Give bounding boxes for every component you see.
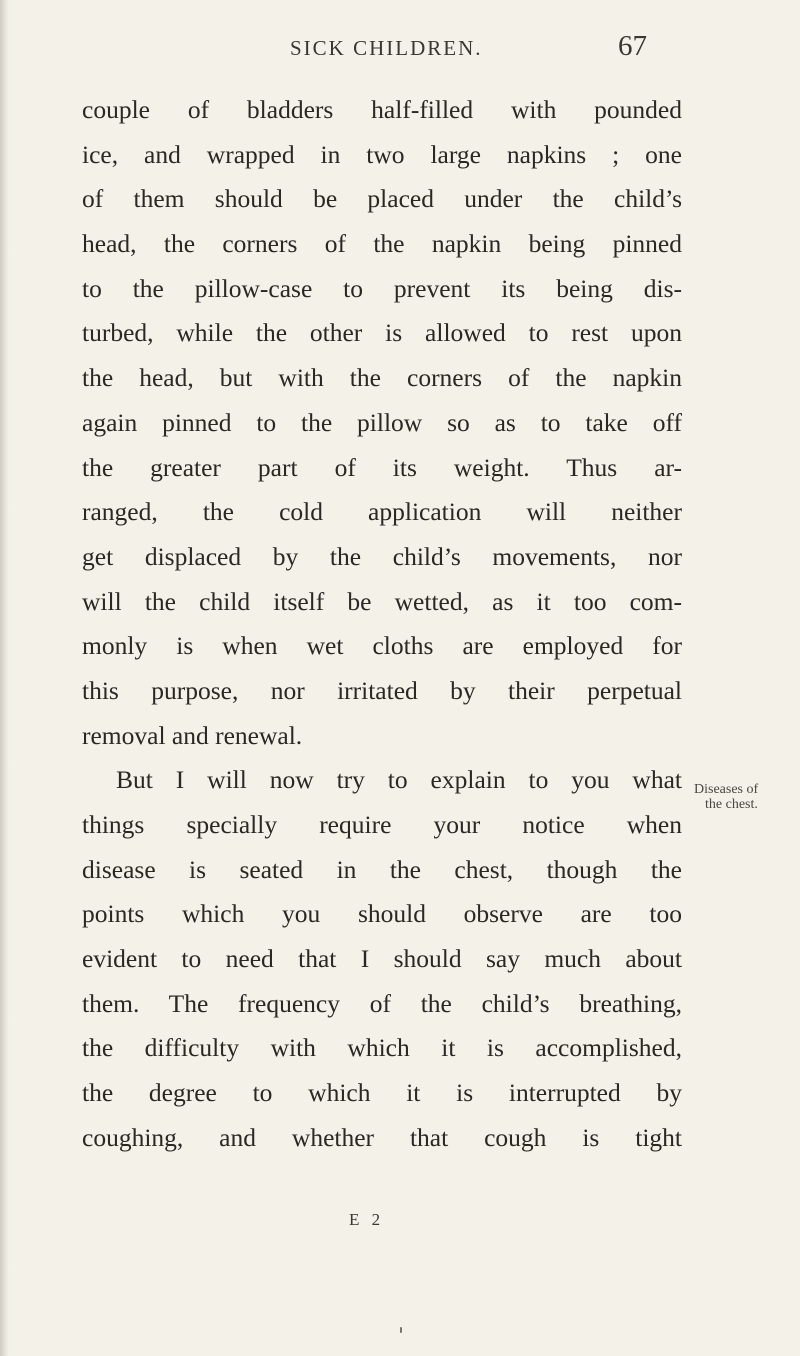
text-line: will the child itself be wetted, as it too com- xyxy=(82,586,682,616)
text-line: again pinned to the pillow so as to take off xyxy=(82,407,682,437)
text-line: evident to need that I should say much about xyxy=(82,944,682,974)
text-line: monly is when wet cloths are employed for xyxy=(82,631,682,661)
text-line: them. The frequency of the child’s breathing, xyxy=(82,988,682,1018)
text-line: ice, and wrapped in two large napkins ; one xyxy=(82,139,682,169)
text-line: removal and renewal. xyxy=(82,720,303,750)
text-line: turbed, while the other is allowed to rest upon xyxy=(82,318,682,348)
paragraph-start-line: But I will now try to explain to you what xyxy=(116,765,682,795)
text-line: things specially require your notice when xyxy=(82,810,682,839)
margin-note xyxy=(694,782,794,812)
text-line: the greater part of its weight. Thus ar- xyxy=(82,452,682,482)
text-line: points which you should observe are too xyxy=(82,899,682,929)
text-line: the head, but with the corners of the napkin xyxy=(82,363,682,393)
text-line: to the pillow-case to prevent its being dis- xyxy=(82,273,682,303)
text-line: disease is seated in the chest, though the xyxy=(82,854,682,884)
text-line: couple of bladders half-filled with pounded xyxy=(82,95,682,124)
text-line: coughing, and whether that cough is tight xyxy=(82,1122,682,1152)
ink-speck xyxy=(400,1327,402,1333)
text-line: get displaced by the child’s movements, nor xyxy=(82,541,682,571)
margin-note-line: Diseases of xyxy=(694,782,759,797)
body-text xyxy=(82,88,682,1161)
text-line: head, the corners of the napkin being pinned xyxy=(82,229,682,259)
signature-mark: E 2 xyxy=(349,1210,385,1229)
page-number: 67 xyxy=(618,30,647,62)
text-line: of them should be placed under the child’s xyxy=(82,184,682,214)
text-line: this purpose, nor irritated by their perpetual xyxy=(82,675,682,705)
text-line: the degree to which it is interrupted by xyxy=(82,1078,682,1108)
text-line: ranged, the cold application will neither xyxy=(82,497,682,527)
running-head: SICK CHILDREN. xyxy=(290,36,483,60)
page-edge-shadow xyxy=(0,0,9,1356)
margin-note-line: the chest. xyxy=(705,797,758,812)
text-line: the difficulty with which it is accomplished, xyxy=(82,1033,682,1063)
page-header xyxy=(0,30,800,70)
